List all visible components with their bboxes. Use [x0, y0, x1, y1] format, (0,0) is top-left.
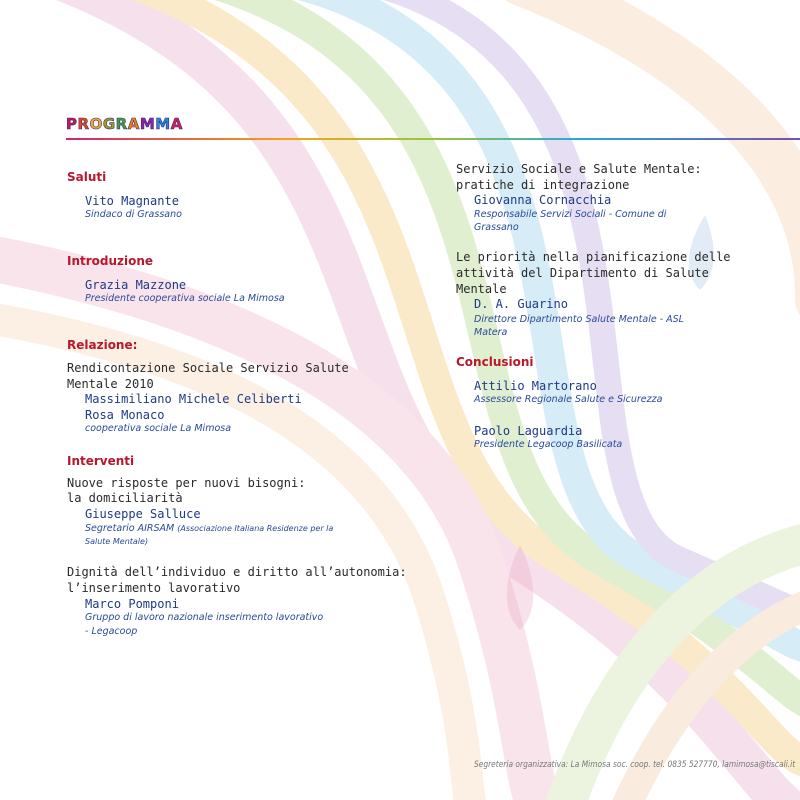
- section-title-conclusioni: Conclusioni: [456, 355, 534, 369]
- speaker-name: Attilio Martorano: [474, 379, 597, 393]
- speaker-role: Assessore Regionale Salute e Sicurezza: [474, 394, 663, 405]
- talk-title: la domiciliarità: [67, 491, 183, 505]
- speaker-name: Giuseppe Salluce: [85, 507, 201, 521]
- section-title-relazione: Relazione:: [67, 338, 138, 352]
- speaker-name: Vito Magnante: [85, 194, 179, 208]
- section-title-interventi: Interventi: [67, 454, 135, 468]
- speaker-role-main: Segretario AIRSAM: [85, 523, 175, 534]
- speaker-role: Grassano: [474, 222, 519, 233]
- speaker-role: Responsabile Servizi Sociali - Comune di: [474, 209, 667, 220]
- title-letter: G: [102, 115, 116, 133]
- talk-title: pratiche di integrazione: [456, 178, 630, 192]
- title-letter: R: [115, 115, 128, 133]
- talk-title: Servizio Sociale e Salute Mentale:: [456, 162, 702, 176]
- title-letter: M: [155, 115, 171, 133]
- speaker-role: Presidente Legacoop Basilicata: [474, 439, 623, 450]
- title-letter: A: [127, 115, 140, 133]
- title-letter: R: [77, 115, 90, 133]
- talk-title: Mentale 2010: [67, 377, 154, 391]
- talk-title: Dignità dell’individuo e diritto all’autonomia:: [67, 565, 407, 579]
- speaker-role: [85, 522, 333, 535]
- section-title-introduzione: Introduzione: [67, 254, 154, 268]
- speaker-name: Rosa Monaco: [85, 408, 165, 422]
- speaker-role: cooperativa sociale La Mimosa: [85, 423, 232, 434]
- speaker-role-note: Salute Mentale): [85, 537, 149, 546]
- footer-contact: Segreteria organizzativa: La Mimosa soc. coop. tel. 0835 527770, lamimosa@tiscali.it: [474, 760, 796, 770]
- speaker-name: Paolo Laguardia: [474, 424, 583, 438]
- title-letter: M: [139, 115, 156, 133]
- speaker-role: Matera: [474, 327, 508, 338]
- speaker-role: Sindaco di Grassano: [85, 209, 182, 220]
- speaker-role: Presidente cooperativa sociale La Mimosa: [85, 293, 285, 304]
- speaker-name: Giovanna Cornacchia: [474, 193, 612, 207]
- title-letter: P: [66, 115, 78, 133]
- talk-title: l’inserimento lavorativo: [67, 581, 241, 595]
- speaker-role: Gruppo di lavoro nazionale inserimento lavorativo: [85, 612, 324, 623]
- talk-title: attività del Dipartimento di Salute: [456, 266, 709, 280]
- speaker-role-note: (Associazione Italiana Residenze per la: [177, 524, 334, 533]
- talk-title: Le priorità nella pianificazione delle: [456, 250, 731, 264]
- title-divider: [66, 138, 800, 140]
- talk-title: Rendicontazione Sociale Servizio Salute: [67, 361, 349, 375]
- speaker-role: - Legacoop: [85, 626, 138, 637]
- speaker-role: Direttore Dipartimento Salute Mentale - ASL: [474, 314, 684, 325]
- speaker-name: Grazia Mazzone: [85, 278, 187, 292]
- page-title: [66, 115, 183, 133]
- talk-title: Nuove risposte per nuovi bisogni:: [67, 476, 306, 490]
- speaker-name: Marco Pomponi: [85, 597, 179, 611]
- speaker-name: Massimiliano Michele Celiberti: [85, 392, 302, 406]
- section-title-saluti: Saluti: [67, 170, 107, 184]
- title-letter: A: [170, 115, 183, 133]
- speaker-name: D. A. Guarino: [474, 297, 568, 311]
- talk-title: Mentale: [456, 282, 507, 296]
- title-letter: O: [89, 115, 103, 133]
